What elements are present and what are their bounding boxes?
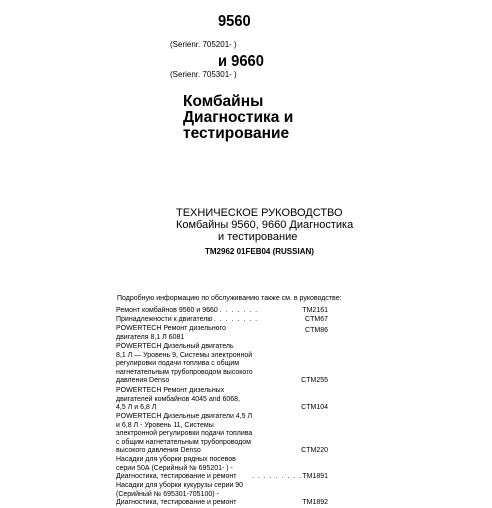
- reference-title: регулировки подачи топлива с общим: [116, 360, 240, 367]
- reference-item: [116, 456, 328, 482]
- reference-code: TM1892: [302, 499, 328, 506]
- reference-code: CTM255: [301, 377, 328, 384]
- reference-title: 8,1 Л — Уровень 9, Системы электронной: [116, 351, 253, 359]
- reference-title: серии 50А (Серийный № 695201- ) -: [116, 464, 233, 472]
- reference-title: Насадки для уборки кукурузы серии 90: [116, 482, 244, 489]
- reference-code: TM2161: [302, 307, 328, 314]
- manual-heading: ТЕХНИЧЕСКОЕ РУКОВОДСТВО: [176, 207, 343, 219]
- reference-title: двигателей комбайнов 4045 and 6068,: [116, 395, 240, 403]
- reference-item: [116, 387, 328, 413]
- reference-title: POWERTECH Дизельные двигатели 4,5 Л: [116, 413, 253, 420]
- reference-title: Ремонт комбайнов 9560 и 9660: [116, 307, 218, 314]
- reference-item: [116, 343, 328, 386]
- reference-title: давления Denso: [116, 377, 170, 384]
- reference-title: и 6,8 Л - Уровень 11, Системы: [116, 421, 214, 429]
- reference-title: двигателя 8,1 Л 6081: [116, 333, 185, 341]
- reference-title: POWERTECH Дизельный двигатель: [116, 343, 234, 350]
- reference-title: Диагностика, тестирование и ремонт: [116, 499, 237, 506]
- reference-item: [116, 413, 328, 456]
- reference-title: 4,5 Л и 6,8 Л: [116, 404, 157, 411]
- reference-item: [116, 316, 328, 325]
- cover-title-line: тестирование: [183, 125, 290, 142]
- reference-title: нагнетательным трубопроводом высокого: [116, 368, 253, 376]
- reference-title: Диагностика, тестирование и ремонт: [116, 473, 237, 480]
- reference-code: CTM86: [305, 327, 328, 334]
- reference-title: (Серийный № 695301-705100) -: [116, 490, 219, 498]
- references-intro: Подробную информацию по обслуживанию также см. в руководстве:: [117, 295, 342, 302]
- reference-item: [116, 307, 328, 316]
- serial-range-9560: (Serienr. 705201- ): [170, 40, 237, 49]
- reference-title: POWERTECH Ремонт дизельных: [116, 387, 225, 394]
- reference-title: высокого давления Denso: [116, 447, 201, 454]
- reference-code: CTM220: [301, 447, 328, 454]
- manual-subtitle: и тестирование: [218, 231, 298, 243]
- manual-code: TM2962 01FEB04 (RUSSIAN): [205, 247, 314, 256]
- reference-title: электронной регулировки подачи топлива: [116, 430, 253, 437]
- cover-title-line: Комбайны: [183, 93, 264, 110]
- reference-leader: . . . . . . . . .: [208, 316, 259, 323]
- manual-subtitle: Комбайны 9560, 9660 Диагностика: [176, 219, 354, 231]
- serial-range-9660: (Serienr. 705301- ): [170, 70, 237, 79]
- reference-leader: . . . . . . . . .: [208, 307, 259, 314]
- reference-code: CTM67: [305, 316, 328, 323]
- reference-leader: . . . . . . . . .: [252, 473, 303, 480]
- reference-title: POWERTECH Ремонт дизельного: [116, 325, 226, 332]
- cover-title-line: Диагностика и: [183, 109, 294, 126]
- model-9560: 9560: [218, 13, 251, 30]
- reference-title: Насадки для уборки рядных посевов: [116, 456, 236, 463]
- reference-item: [116, 325, 328, 342]
- reference-code: TM1891: [302, 473, 328, 480]
- reference-code: CTM104: [301, 404, 328, 411]
- reference-title: с общим нагнетательным трубопроводом: [116, 438, 251, 446]
- reference-title: Принадлежности к двигателю: [116, 316, 213, 323]
- reference-item: [116, 482, 328, 508]
- cover-title: [183, 94, 293, 142]
- model-9660: и 9660: [218, 53, 264, 70]
